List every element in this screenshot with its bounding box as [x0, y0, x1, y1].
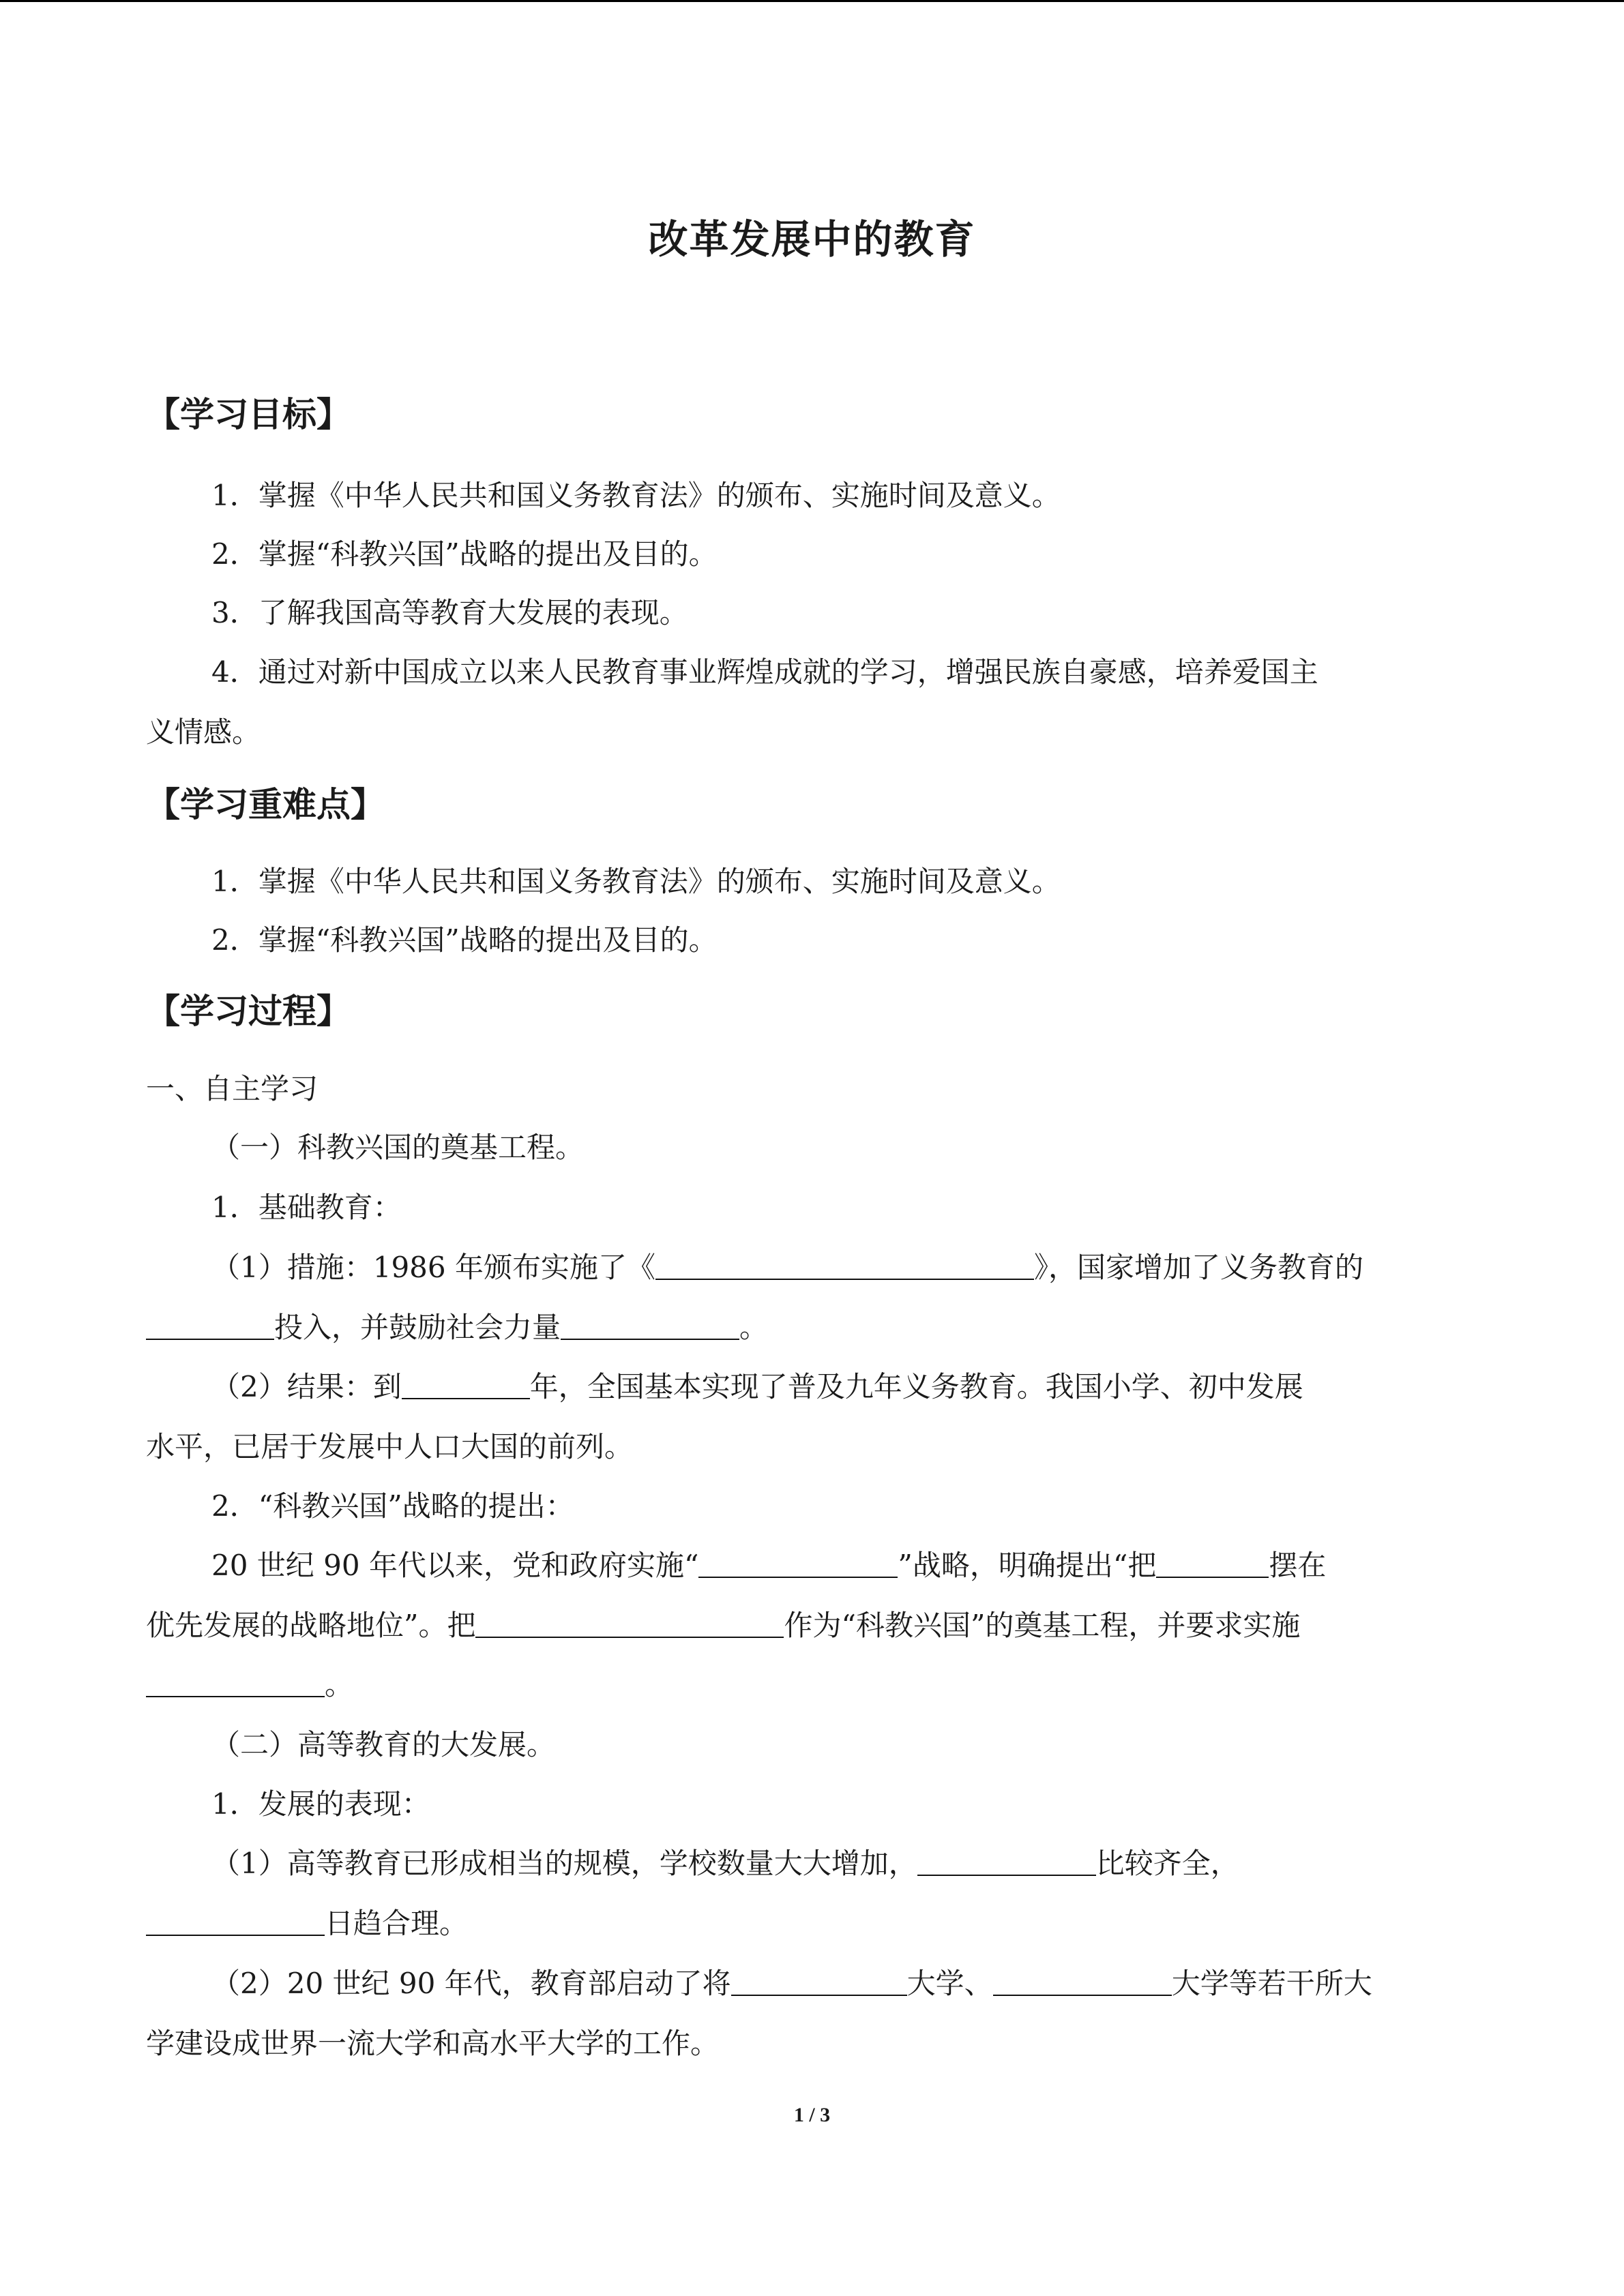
question-3-text-a: 20 世纪 90 年代以来，党和政府实施“ [211, 1549, 699, 1582]
question-1-text-d: 。 [739, 1311, 769, 1344]
section-heading-key-points: 【学习重难点】 [146, 785, 385, 824]
blank-2-investment[interactable] [146, 1314, 274, 1340]
blank-1-law-name[interactable] [655, 1254, 1034, 1280]
question-1-text-c: 投入，并鼓励社会力量 [274, 1311, 561, 1344]
blank-4-year[interactable] [402, 1373, 530, 1399]
section-heading-process: 【学习过程】 [146, 992, 351, 1031]
question-3-text-e: 作为“科教兴国”的奠基工程，并要求实施 [784, 1609, 1301, 1642]
blank-6-priority[interactable] [1156, 1552, 1269, 1578]
question-5-text-c: 大学等若干所大 [1171, 1967, 1372, 2000]
key-point-1: 1．掌握《中华人民共和国义务教育法》的颁布、实施时间及意义。 [211, 865, 1061, 898]
subsection-higher-education: （二）高等教育的大发展。 [211, 1728, 556, 1761]
question-4-line-2 [146, 1909, 468, 1938]
question-3-text-c: 摆在 [1269, 1549, 1327, 1582]
goal-2: 2．掌握“科教兴国”战略的提出及目的。 [211, 537, 718, 571]
question-3-text-d: 优先发展的战略地位”。把 [146, 1609, 476, 1642]
question-4-text-a: （1）高等教育已形成相当的规模，学校数量大大增加， [211, 1847, 917, 1880]
blank-5-strategy[interactable] [698, 1552, 898, 1578]
part-self-study: 一、自主学习 [146, 1072, 319, 1105]
blank-11-university-a[interactable] [731, 1970, 907, 1996]
goal-4-line-1: 4．通过对新中国成立以来人民教育事业辉煌成就的学习，增强民族自豪感，培养爱国主 [211, 655, 1318, 689]
question-2-line-2: 水平，已居于发展中人口大国的前列。 [146, 1430, 634, 1463]
page-number: 1 / 3 [793, 2104, 831, 2126]
blank-8-implement[interactable] [146, 1671, 325, 1697]
question-5-line-1 [211, 1969, 1372, 1998]
item-strategy-proposal: 2．“科教兴国”战略的提出： [211, 1489, 574, 1523]
blank-12-university-b[interactable] [993, 1970, 1172, 1996]
goal-1: 1．掌握《中华人民共和国义务教育法》的颁布、实施时间及意义。 [211, 479, 1061, 512]
question-1-text-a: （1）措施：1986 年颁布实施了《 [211, 1251, 655, 1284]
goal-3: 3．了解我国高等教育大发展的表现。 [211, 596, 688, 629]
question-3-text-b: ”战略，明确提出“把 [898, 1549, 1157, 1582]
item-basic-education: 1．基础教育： [211, 1191, 402, 1224]
blank-9-disciplines[interactable] [917, 1850, 1096, 1876]
question-4-text-b: 比较齐全， [1095, 1847, 1239, 1880]
question-4-text-c: 日趋合理。 [325, 1907, 469, 1940]
question-1-line-2 [146, 1313, 768, 1342]
goal-4-line-2: 义情感。 [146, 715, 261, 749]
item-development-signs: 1．发展的表现： [211, 1787, 430, 1821]
question-5-text-a: （2）20 世纪 90 年代，教育部启动了将 [211, 1967, 731, 2000]
question-5-line-2: 学建设成世界一流大学和高水平大学的工作。 [146, 2027, 720, 2060]
document-title: 改革发展中的教育 [648, 216, 976, 263]
question-2-text-b: 年，全国基本实现了普及九年义务教育。我国小学、初中发展 [529, 1370, 1303, 1403]
question-2-text-a: （2）结果：到 [211, 1370, 402, 1403]
question-4-line-1 [211, 1849, 1239, 1878]
question-1-line-1 [211, 1253, 1363, 1282]
question-3-line-2 [146, 1611, 1300, 1640]
section-heading-goals: 【学习目标】 [146, 395, 351, 434]
question-3-line-3 [146, 1668, 354, 1701]
blank-10-structure[interactable] [146, 1910, 325, 1936]
key-point-2: 2．掌握“科教兴国”战略的提出及目的。 [211, 923, 718, 957]
blank-7-foundation-project[interactable] [475, 1612, 784, 1638]
question-5-text-b: 大学、 [906, 1967, 993, 2000]
question-3-text-f: 。 [325, 1668, 354, 1701]
question-1-text-b: 》，国家增加了义务教育的 [1033, 1251, 1363, 1284]
top-border [0, 0, 1624, 2]
subsection-foundation: （一）科教兴国的奠基工程。 [211, 1131, 585, 1164]
blank-3-social-forces[interactable] [561, 1314, 739, 1340]
question-2-line-1 [211, 1370, 1303, 1403]
question-3-line-1 [211, 1551, 1326, 1580]
